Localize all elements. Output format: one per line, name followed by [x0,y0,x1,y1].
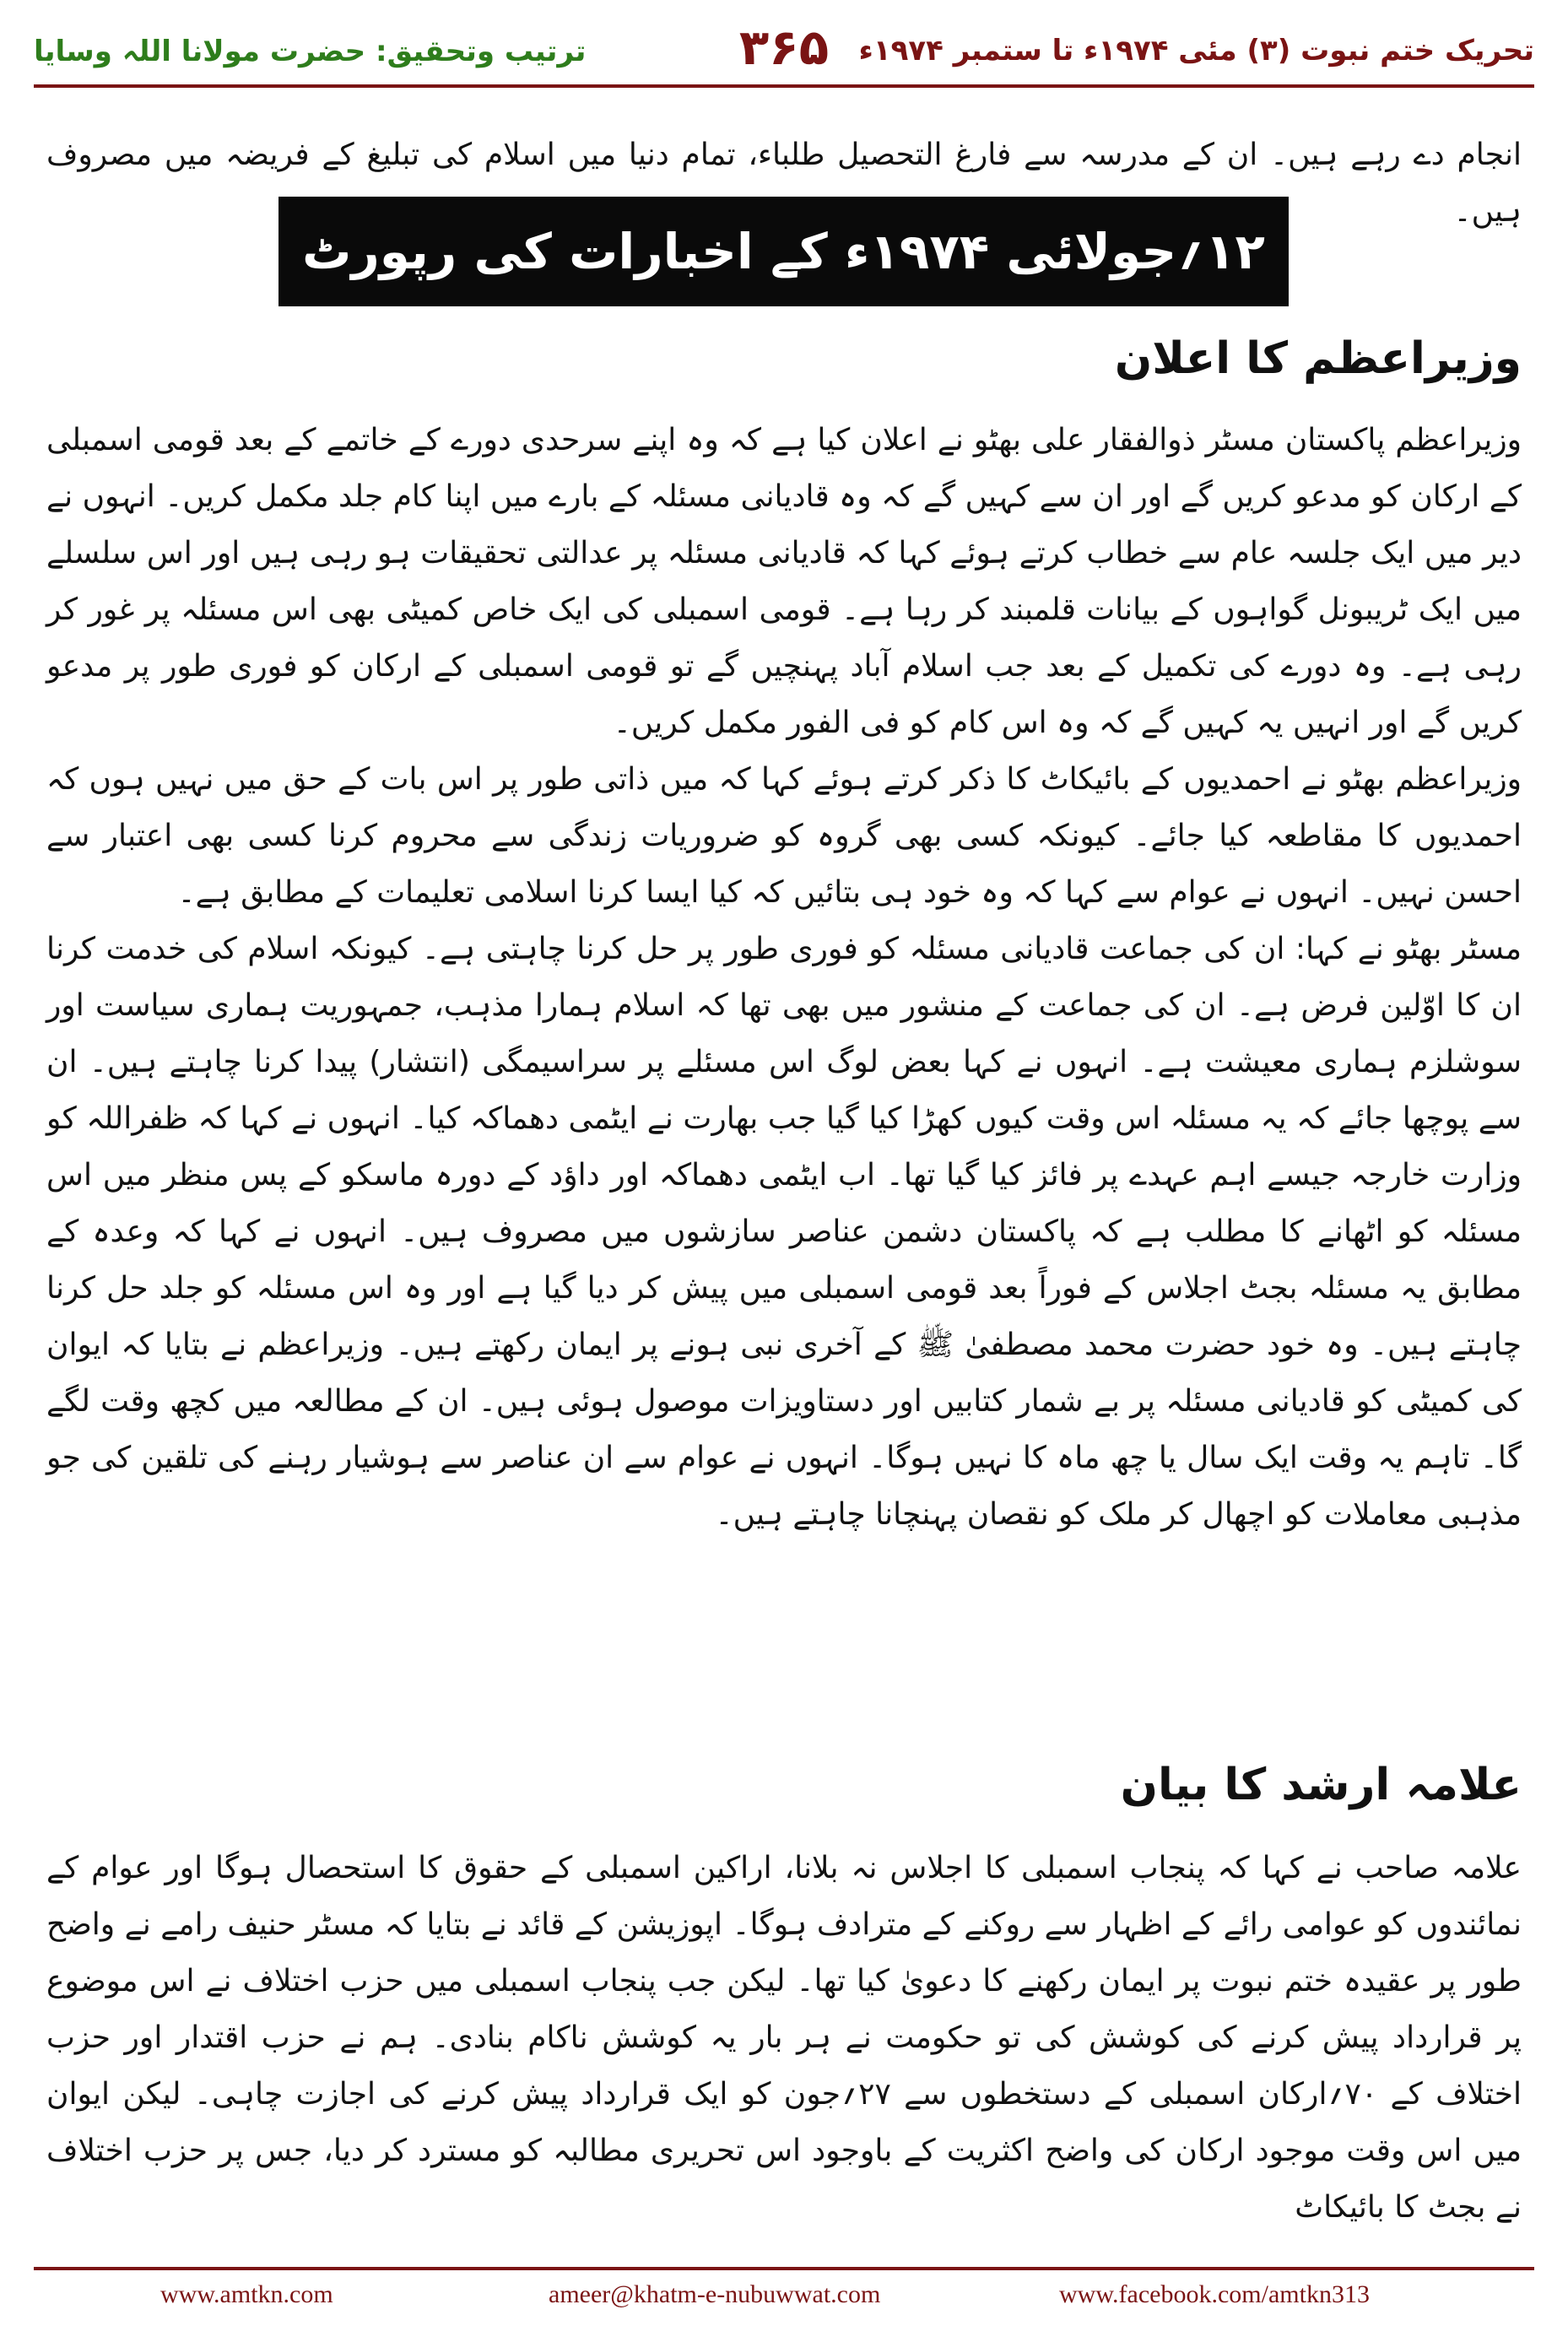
paragraph: وزیراعظم پاکستان مسٹر ذوالفقار علی بھٹو نے اعلان کیا ہے کہ وہ اپنے سرحدی دورے کے خاتمے کے بعد قومی اسمبلی کے ارکان کو مدعو کریں گے اور ان سے کہیں گے کہ وہ قادیانی مسئلہ کے بارے میں اپنا کام جلد مکمل کریں۔ انہوں نے دیر میں ایک جلسہ عام سے خطاب کرتے ہوئے کہا کہ قادیانی مسئلہ پر عدالتی تحقیقات ہو رہی ہیں اور اس سلسلے میں ایک ٹریبونل گواہوں کے بیانات قلمبند کر رہا ہے۔ قومی اسمبلی کی ایک خاص کمیٹی بھی اس مسئلہ پر غور کر رہی ہے۔ وہ دورے کی تکمیل کے بعد جب اسلام آباد پہنچیں گے تو قومی اسمبلی کے ارکان کو فوری طور پر مدعو کریں گے اور انہیں یہ کہیں گے کہ وہ اس کام کو فی الفور مکمل کریں۔ [46,423,1522,740]
header-author: ترتیب وتحقیق: حضرت مولانا اللہ وسایا [34,35,587,68]
intro-text: انجام دے رہے ہیں۔ ان کے مدرسہ سے فارغ التحصیل طلباء، تمام دنیا میں اسلام کی تبلیغ کے فریضہ میں مصروف ہیں۔ [46,138,1522,229]
paragraph: وزیراعظم بھٹو نے احمدیوں کے بائیکاٹ کا ذکر کرتے ہوئے کہا کہ میں ذاتی طور پر اس بات کے حق میں نہیں ہوں کہ احمدیوں کا مقاطعہ کیا جائے۔ کیونکہ کسی بھی گروہ کو ضروریات زندگی سے محروم کرنا کسی بھی اعتبار سے احسن نہیں۔ انہوں نے عوام سے کہا کہ وہ خود ہی بتائیں کہ کیا ایسا کرنا اسلامی تعلیمات کے مطابق ہے۔ [46,762,1522,910]
header-divider [34,84,1534,88]
paragraph: علامہ صاحب نے کہا کہ پنجاب اسمبلی کا اجلاس نہ بلانا، اراکین اسمبلی کے حقوق کا استحصال ہوگا اور عوام کے نمائندوں کو عوامی رائے کے اظہار سے روکنے کے مترادف ہوگا۔ اپوزیشن کے قائد نے بتایا کہ مسٹر حنیف رامے نے واضح طور پر عقیدہ ختم نبوت پر ایمان رکھنے کا دعویٰ کیا تھا۔ لیکن جب پنجاب اسمبلی میں حزب اختلاف نے اس موضوع پر قرارداد پیش کرنے کی کوشش کی تو حکومت نے ہر بار یہ کوشش ناکام بنادی۔ ہم نے حزب اقتدار اور حزب اختلاف کے ۷۰؍ارکان اسمبلی کے دستخطوں سے ۲۷؍جون کو ایک قرارداد پیش کرنے کی اجازت چاہی۔ لیکن ایوان میں اس وقت موجود ارکان کی واضح اکثریت کے باوجود اس تحریری مطالبہ کو مسترد کر دیا، جس پر حزب اختلاف نے بجٹ کا بائیکاٹ [46,1851,1522,2225]
footer-divider [34,2267,1534,2270]
footer [0,2280,1568,2306]
page-number: ۳۶۵ [738,19,830,76]
section-body-allama-arshad [46,1840,1522,2236]
section-body-pm-announcement [46,412,1522,1543]
paragraph: مسٹر بھٹو نے کہا: ان کی جماعت قادیانی مسئلہ کو فوری طور پر حل کرنا چاہتی ہے۔ کیونکہ اسلام کی خدمت کرنا ان کا اوّلین فرض ہے۔ ان کی جماعت کے منشور میں بھی تھا کہ اسلام ہمارا مذہب، جمہوریت ہماری سیاست اور سوشلزم ہماری معیشت ہے۔ انہوں نے کہا بعض لوگ اس مسئلے پر سراسیمگی (انتشار) پیدا کرنا چاہتے ہیں۔ ان سے پوچھا جائے کہ یہ مسئلہ اس وقت کیوں کھڑا کیا گیا جب بھارت نے ایٹمی دھماکہ کیا۔ انہوں نے کہا کہ ظفراللہ کو وزارت خارجہ جیسے اہم عہدے پر فائز کیا گیا تھا۔ اب ایٹمی دھماکہ اور داؤد کے دورہ ماسکو کے پس منظر میں اس مسئلہ کو اٹھانے کا مطلب ہے کہ پاکستان دشمن عناصر سازشوں میں مصروف ہیں۔ انہوں نے کہا کہ وعدہ کے مطابق یہ مسئلہ بجٹ اجلاس کے فوراً بعد قومی اسمبلی میں پیش کر دیا گیا ہے اور وہ اس مسئلہ کو جلد حل کرنا چاہتے ہیں۔ وہ خود حضرت محمد مصطفیٰ ﷺ کے آخری نبی ہونے پر ایمان رکھتے ہیں۔ وزیراعظم نے بتایا کہ ایوان کی کمیٹی کو قادیانی مسئلہ پر بے شمار کتابیں اور دستاویزات موصول ہوئی ہیں۔ ان کے مطالعہ میں کچھ وقت لگے گا۔ تاہم یہ وقت ایک سال یا چھ ماہ کا نہیں ہوگا۔ انہوں نے عوام سے ان عناصر سے ہوشیار رہنے کی تلقین کی جو مذہبی معاملات کو اچھال کر ملک کو نقصان پہنچانا چاہتے ہیں۔ [46,932,1522,1532]
footer-email-link[interactable]: ameer@khatm-e-nubuwwat.com [549,2280,881,2308]
header-book-title: تحریک ختم نبوت (۳) مئی ۱۹۷۴ء تا ستمبر ۱۹۷۴ء [858,34,1534,68]
footer-facebook-link[interactable]: www.facebook.com/amtkn313 [1059,2280,1370,2308]
footer-website-link[interactable]: www.amtkn.com [160,2280,333,2308]
section-heading-pm-announcement: وزیراعظم کا اعلان [1114,333,1522,384]
report-banner [278,197,1289,306]
banner-title: ۱۲؍جولائی ۱۹۷۴ء کے اخبارات کی رپورٹ [302,223,1265,280]
section-heading-allama-arshad: علامہ ارشد کا بیان [1120,1760,1522,1810]
